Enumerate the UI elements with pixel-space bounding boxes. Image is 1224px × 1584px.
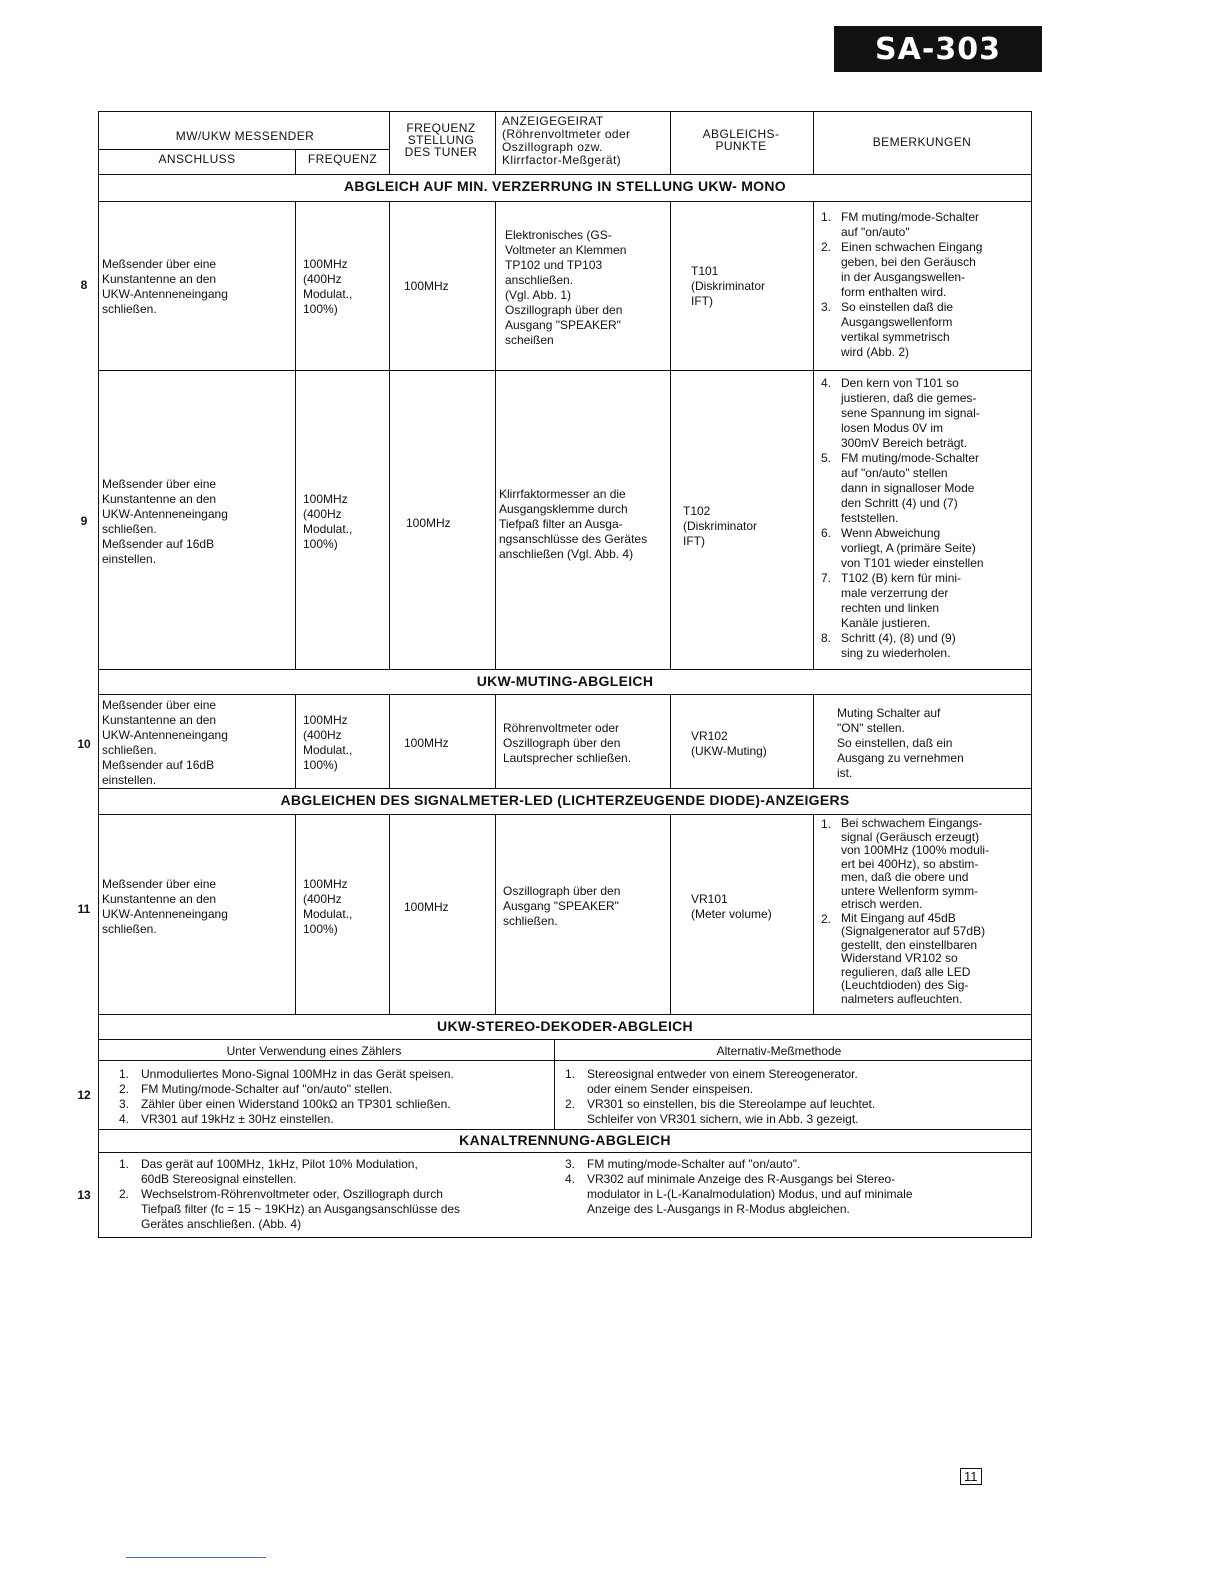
row12-left-item: 2. FM Muting/mode-Schalter auf "on/auto" stellen. (119, 1082, 393, 1096)
row9-frequenz: 100MHz (400Hz Modulat., 100%) (303, 492, 353, 551)
step-number: 10 (77, 737, 91, 751)
row13-left-item: 2. Wechselstrom-Röhrenvoltmeter oder, Oszillograph durch Tiefpaß filter (fc = 15 ~ 19KHz) an Ausgangsanschlüsse des Gerätes anschließen. (Abb. 4) (119, 1187, 461, 1231)
row8-punkte: T101 (Diskriminator IFT) (691, 264, 766, 308)
row10-bemerkung: Muting Schalter auf "ON" stellen. So einstellen, daß ein Ausgang zu vernehmen ist. (837, 706, 964, 780)
row11-tuner: 100MHz (404, 900, 449, 914)
row11-remark: 1. Bei schwachem Eingangs- signal (Geräusch erzeugt) von 100MHz (100% moduli- ert bei 400Hz), so abstim- men, daß die obere und untere Wellenform symm- etrisch werden. (821, 816, 990, 911)
step-number: 13 (77, 1188, 91, 1202)
section-title-signalmeter: ABGLEICHEN DES SIGNALMETER-LED (LICHTERZEUGENDE DIODE)-ANZEIGERS (280, 792, 850, 808)
header-mw-ukw: MW/UKW MESSENDER (175, 129, 315, 143)
row8-anschluss: Meßsender über eine Kunstantenne an den UKW-Antenneneingang schließen. (102, 257, 228, 316)
row11-anschluss: Meßsender über eine Kunstantenne an den UKW-Antenneneingang schließen. (102, 877, 228, 936)
row8-tuner: 100MHz (404, 279, 449, 293)
row9-remark: 6. Wenn Abweichung vorliegt, A (primäre Seite) von T101 wieder einstellen (821, 526, 984, 570)
row12-right-item: 1. Stereosignal entweder von einem Stereogenerator. oder einem Sender einspeisen. (565, 1067, 858, 1096)
section-title-stereo-dekoder: UKW-STEREO-DEKODER-ABGLEICH (437, 1018, 693, 1034)
step-number: 8 (80, 278, 88, 292)
row9-remark: 8. Schritt (4), (8) und (9) sing zu wiederholen. (821, 631, 956, 660)
header-frequenz: FREQUENZ (307, 152, 378, 166)
section-title-kanaltrennung: KANALTRENNUNG-ABGLEICH (459, 1132, 671, 1148)
row9-tuner: 100MHz (406, 516, 451, 530)
row8-bemerkungen (821, 210, 1026, 360)
section-title-mono: ABGLEICH AUF MIN. VERZERRUNG IN STELLUNG UKW- MONO (344, 178, 786, 194)
row11-anzeige: Oszillograph über den Ausgang "SPEAKER" schließen. (503, 884, 621, 928)
row13-right-item: 3. FM muting/mode-Schalter auf "on/auto". (565, 1157, 801, 1171)
row10-punkte: VR102 (UKW-Muting) (691, 729, 767, 758)
row12-left-head: Unter Verwendung eines Zählers (226, 1044, 402, 1058)
row11-punkte: VR101 (Meter volume) (691, 892, 772, 921)
model-badge: SA-303 (834, 26, 1042, 72)
row12-right-item: 2. VR301 so einstellen, bis die Stereolampe auf leuchtet. Schleifer von VR301 sichern, wie in Abb. 3 gezeigt. (565, 1097, 876, 1126)
footer-line (126, 1557, 266, 1558)
alignment-table (98, 111, 1032, 1238)
row11-frequenz: 100MHz (400Hz Modulat., 100%) (303, 877, 353, 936)
row9-punkte: T102 (Diskriminator IFT) (683, 504, 758, 548)
header-anschluss: ANSCHLUSS (158, 152, 236, 166)
row8-remark: 3. So einstellen daß die Ausgangswellenform vertikal symmetrisch wird (Abb. 2) (821, 300, 954, 359)
row12-right-list (565, 1067, 1025, 1127)
row10-anzeige: Röhrenvoltmeter oder Oszillograph über den Lautsprecher schließen. (503, 721, 632, 765)
header-anzeige: ANZEIGEGEIRAT (Röhrenvoltmeter oder Oszillograph ozw. Klirrfactor-Meßgerät) (502, 114, 631, 167)
row12-left-item: 4. VR301 auf 19kHz ± 30Hz einstellen. (119, 1112, 334, 1126)
row8-remark: 1. FM muting/mode-Schalter auf "on/auto" (821, 210, 980, 239)
row12-right-head: Alternativ-Meßmethode (716, 1044, 842, 1058)
row8-remark: 2. Einen schwachen Eingang geben, bei den Geräusch in der Ausgangswellen- form enthalten wird. (821, 240, 983, 299)
row8-frequenz: 100MHz (400Hz Modulat., 100%) (303, 257, 353, 316)
step-number: 12 (77, 1088, 91, 1102)
section-title-muting: UKW-MUTING-ABGLEICH (476, 673, 654, 689)
row13-right-list (565, 1157, 1025, 1217)
row11-bemerkungen (821, 817, 1029, 1006)
row13-left-list (119, 1157, 569, 1232)
row10-frequenz: 100MHz (400Hz Modulat., 100%) (303, 713, 353, 772)
row12-left-item: 1. Unmoduliertes Mono-Signal 100MHz in das Gerät speisen. (119, 1067, 454, 1081)
row13-left-item: 1. Das gerät auf 100MHz, 1kHz, Pilot 10% Modulation, 60dB Stereosignal einstellen. (119, 1157, 418, 1186)
row9-remark: 4. Den kern von T101 so justieren, daß die gemes- sene Spannung im signal- losen Modus 0V im 300mV Bereich beträgt. (821, 376, 980, 450)
header-abgleichs: ABGLEICHS- PUNKTE (702, 127, 780, 153)
header-bemerkungen: BEMERKUNGEN (872, 135, 972, 149)
row13-right-item: 4. VR302 auf minimale Anzeige des R-Ausgangs bei Stereo- modulator in L-(L-Kanalmodulation) Modus, und auf minimale Anzeige des L-Ausgangs in R-Modus abgleichen. (565, 1172, 913, 1216)
row9-remark: 5. FM muting/mode-Schalter auf "on/auto" stellen dann in signalloser Mode den Schritt (4) und (7) feststellen. (821, 451, 980, 525)
row10-anschluss: Meßsender über eine Kunstantenne an den UKW-Antenneneingang schließen. Meßsender auf 16dB einstellen. (102, 698, 228, 787)
row11-remark: 2. Mit Eingang auf 45dB (Signalgenerator auf 57dB) gestellt, den einstellbaren Widerstand VR102 so regulieren, daß alle LED (Leuchtdioden) des Sig- nalmeters aufleuchten. (821, 910, 986, 1006)
row9-bemerkungen (821, 376, 1031, 661)
row9-anzeige: Klirrfaktormesser an die Ausgangsklemme durch Tiefpaß filter an Ausga- ngsanschlüsse des Gerätes anschließen (Vgl. Abb. 4) (499, 487, 648, 561)
step-number: 9 (80, 514, 88, 528)
row12-left-list (119, 1067, 539, 1127)
header-frequenz-stellung: FREQUENZ STELLUNG DES TUNER (404, 121, 478, 159)
row9-anschluss: Meßsender über eine Kunstantenne an den UKW-Antenneneingang schließen. Meßsender auf 16dB einstellen. (102, 477, 228, 566)
row8-anzeige: Elektronisches (GS- Voltmeter an Klemmen TP102 und TP103 anschließen. (Vgl. Abb. 1) Oszillograph über den Ausgang "SPEAKER" scheißen (505, 228, 627, 347)
row9-remark: 7. T102 (B) kern für mini- male verzerrung der rechten und linken Kanäle justieren. (821, 571, 962, 630)
step-number: 11 (77, 902, 91, 916)
row10-tuner: 100MHz (404, 736, 449, 750)
page-number: 11 (960, 1468, 982, 1485)
row12-left-item: 3. Zähler über einen Widerstand 100kΩ an TP301 schließen. (119, 1097, 451, 1111)
